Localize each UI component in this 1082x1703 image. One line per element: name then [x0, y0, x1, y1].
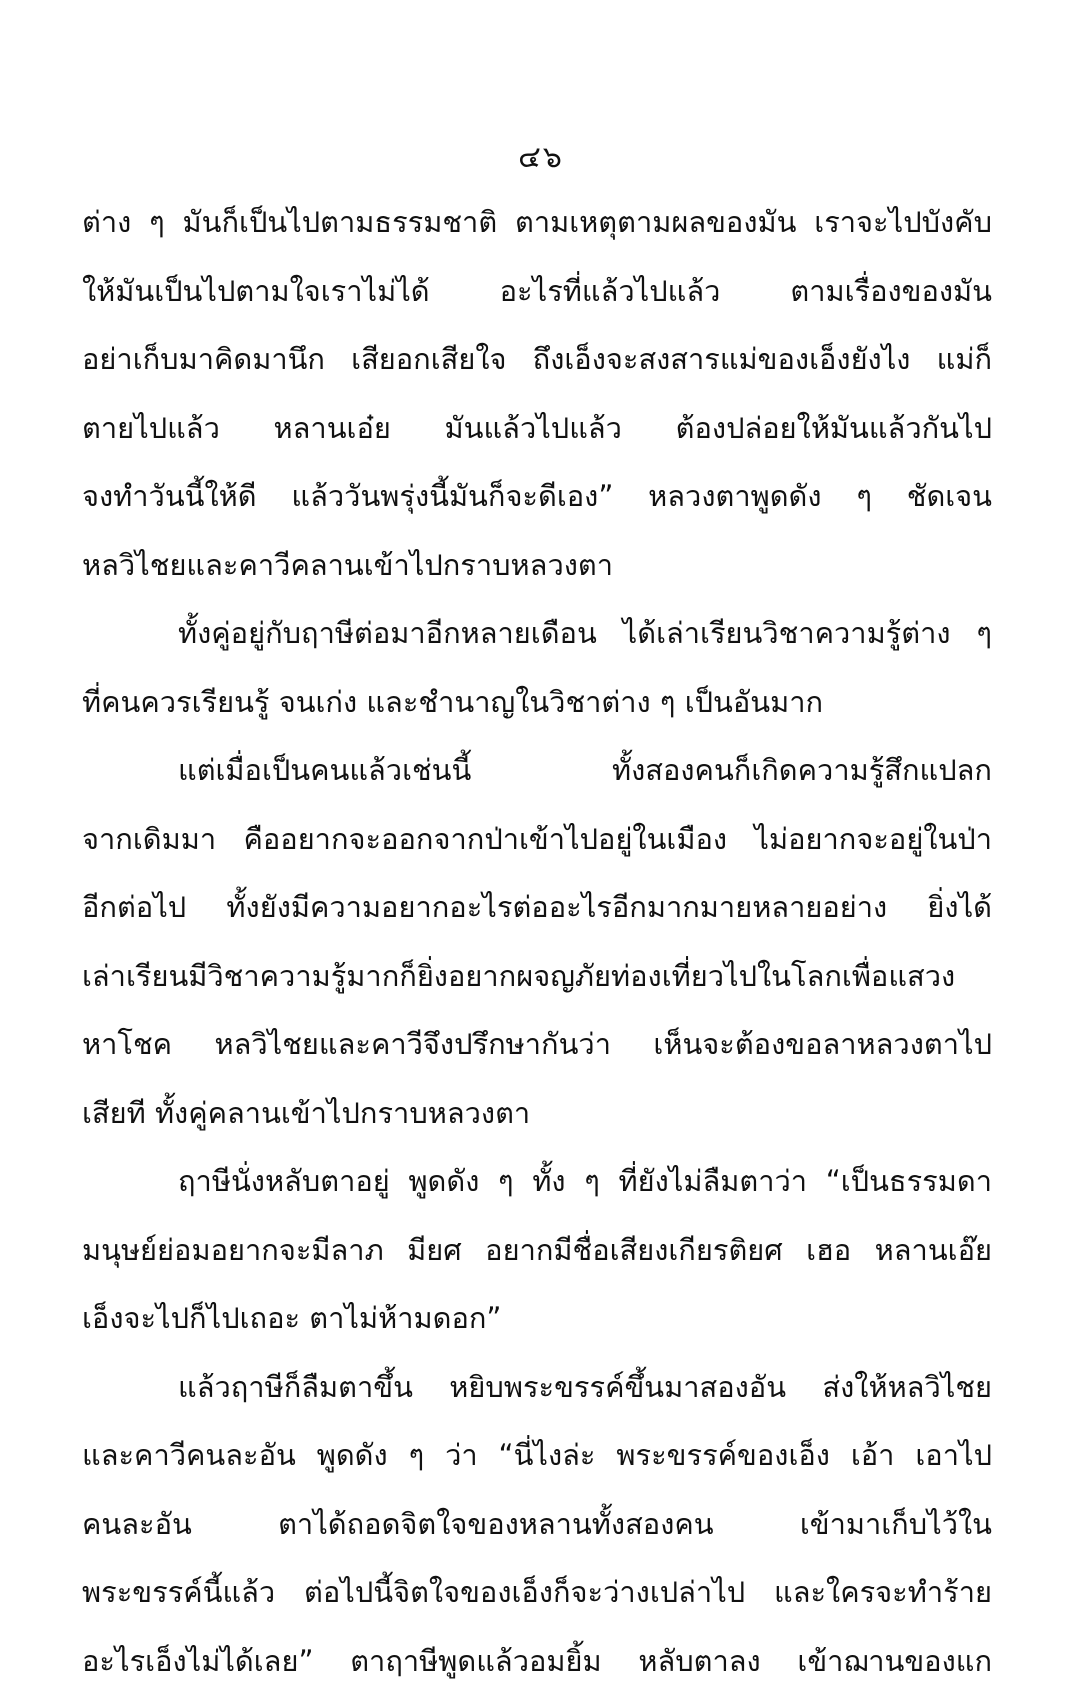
text-line: ฤาษีนั่งหลับตาอยู่ พูดดัง ๆ ทั้ง ๆ ที่ยังไม่ลืมตาว่า “เป็นธรรมดา: [82, 1155, 992, 1224]
text-line: เสียที ทั้งคู่คลานเข้าไปกราบหลวงตา: [82, 1087, 992, 1156]
page-number: ๔๖: [0, 138, 1082, 178]
text-line: ตายไปแล้ว หลานเอ๋ย มันแล้วไปแล้ว ต้องปล่อยให้มันแล้วกันไป: [82, 402, 992, 471]
text-line: จากเดิมมา คืออยากจะออกจากป่าเข้าไปอยู่ในเมือง ไม่อยากจะอยู่ในป่า: [82, 813, 992, 882]
text-line: จงทำวันนี้ให้ดี แล้ววันพรุ่งนี้มันก็จะดีเอง” หลวงตาพูดดัง ๆ ชัดเจน: [82, 470, 992, 539]
text-line: หาโชค หลวิไชยและคาวีจึงปรึกษากันว่า เห็นจะต้องขอลาหลวงตาไป: [82, 1018, 992, 1087]
text-line: คนละอัน ตาได้ถอดจิตใจของหลานทั้งสองคน เข้ามาเก็บไว้ใน: [82, 1498, 992, 1567]
text-line: พระขรรค์นี้แล้ว ต่อไปนี้จิตใจของเอ็งก็จะว่างเปล่าไป และใครจะทำร้าย: [82, 1566, 992, 1635]
text-line: และคาวีคนละอัน พูดดัง ๆ ว่า “นี่ไงล่ะ พระขรรค์ของเอ็ง เอ้า เอาไป: [82, 1429, 992, 1498]
text-line: แล้วฤาษีก็ลืมตาขึ้น หยิบพระขรรค์ขึ้นมาสองอัน ส่งให้หลวิไชย: [82, 1361, 992, 1430]
text-line: ให้มันเป็นไปตามใจเราไม่ได้ อะไรที่แล้วไปแล้ว ตามเรื่องของมัน: [82, 265, 992, 334]
body-text: [82, 196, 992, 1703]
text-line: อีกต่อไป ทั้งยังมีความอยากอะไรต่ออะไรอีกมากมายหลายอย่าง ยิ่งได้: [82, 881, 992, 950]
text-line: อะไรเอ็งไม่ได้เลย” ตาฤาษีพูดแล้วอมยิ้ม หลับตาลง เข้าฌานของแก: [82, 1635, 992, 1703]
text-line: ทั้งคู่อยู่กับฤาษีต่อมาอีกหลายเดือน ได้เล่าเรียนวิชาความรู้ต่าง ๆ: [82, 607, 992, 676]
text-line: หลวิไชยและคาวีคลานเข้าไปกราบหลวงตา: [82, 539, 992, 608]
text-line: แต่เมื่อเป็นคนแล้วเช่นนี้ ทั้งสองคนก็เกิดความรู้สึกแปลก: [82, 744, 992, 813]
text-line: อย่าเก็บมาคิดมานึก เสียอกเสียใจ ถึงเอ็งจะสงสารแม่ของเอ็งยังไง แม่ก็: [82, 333, 992, 402]
text-line: เอ็งจะไปก็ไปเถอะ ตาไม่ห้ามดอก”: [82, 1292, 992, 1361]
text-line: ต่าง ๆ มันก็เป็นไปตามธรรมชาติ ตามเหตุตามผลของมัน เราจะไปบังคับ: [82, 196, 992, 265]
text-line: ที่คนควรเรียนรู้ จนเก่ง และชำนาญในวิชาต่าง ๆ เป็นอันมาก: [82, 676, 992, 745]
text-line: เล่าเรียนมีวิชาความรู้มากก็ยิ่งอยากผจญภัยท่องเที่ยวไปในโลกเพื่อแสวง: [82, 950, 992, 1019]
text-line: มนุษย์ย่อมอยากจะมีลาภ มียศ อยากมีชื่อเสียงเกียรติยศ เฮอ หลานเอ๊ย: [82, 1224, 992, 1293]
